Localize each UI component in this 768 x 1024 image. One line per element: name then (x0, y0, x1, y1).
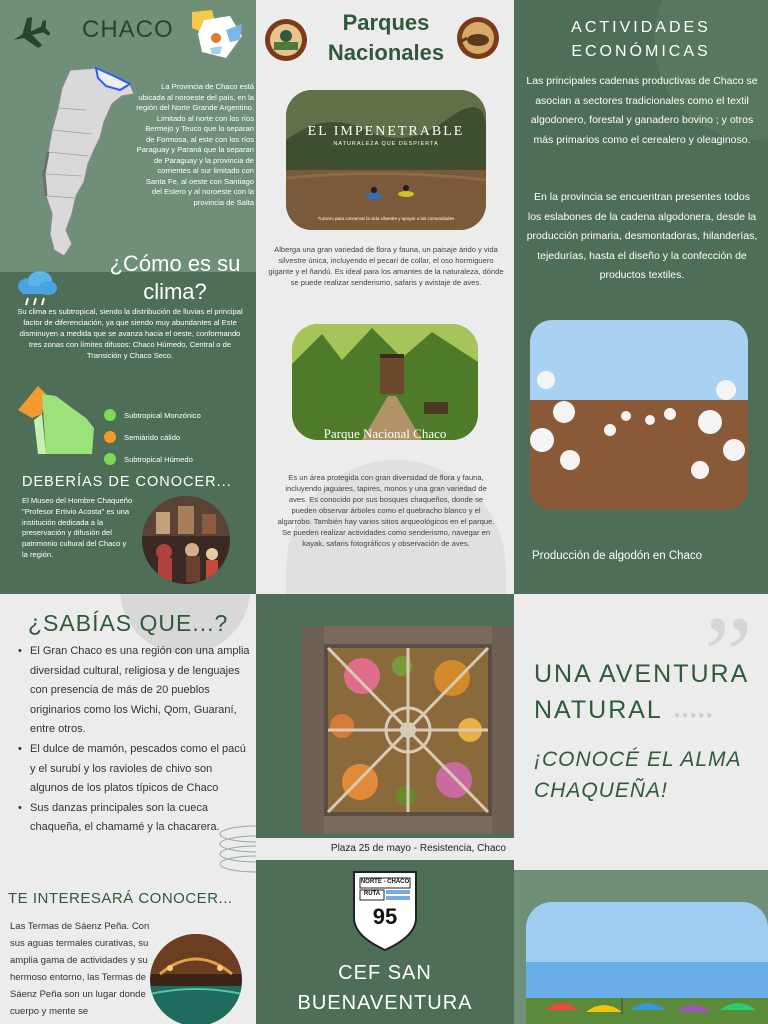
decorative-dots: ●●●●● (674, 710, 715, 721)
route-sign-top-label: NORTE - CHACO (360, 879, 410, 885)
aventura-tagline: ¡CONOCÉ EL ALMA CHAQUEÑA! (534, 748, 741, 802)
impenetrable-description: Alberga una gran variedad de flora y fauna, un paisaje árido y vida silvestre única, incluyendo el pecarí de collar, el oso hormiguero gigante y el ñandú. Es ideal para los amantes de la naturaleza, dónde se puede realizar senderismo, safaris y avistaje de aves. (268, 245, 504, 287)
list-item: • El Gran Chaco es una región con una amplia diversidad cultural, religiosa y de lenguajes con presencia de más de 20 pueblos originarios como los Wichi, Qom, Guaraní, entre otros. (14, 642, 250, 740)
museo-description: El Museo del Hombre Chaqueño "Profesor Ertivio Acosta" es una institución dedicada a la preservación y difusión del patrimonio cultural del Chaco y la región. (22, 496, 133, 559)
airplane-icon (8, 12, 50, 52)
actividades-text-2: En la provincia se encuentran presentes todos los eslabones de la cadena algodonera, desde la producción primaria, desmontadoras, hilanderías, tejedurías, hasta el diseño y la confección de productos textiles. (526, 191, 758, 281)
chaco-panel (0, 0, 256, 594)
climate-zones-map (16, 384, 98, 456)
parque-nacional-photo (292, 324, 478, 440)
deberias-title: DEBERÍAS DE CONOCER... (22, 474, 232, 490)
termas-description: Las Termas de Sáenz Peña. Con sus aguas termales curativas, su amplia gama de actividades y su hermoso entorno, las Termas de Sáenz Peña son un lugar donde cuerpo y mente se (10, 921, 150, 1017)
termas-photo (150, 934, 242, 1024)
impenetrable-subtitle: NATURALEZA QUE DESPIERTA (333, 141, 439, 147)
legend-label: Subtropical Húmedo (124, 454, 193, 464)
aventura-panel (514, 594, 768, 1024)
plaza-panel (256, 594, 514, 1024)
plaza-aerial-photo (302, 626, 514, 834)
climate-legend (104, 404, 254, 470)
chaco-intro-text: La Provincia de Chaco está ubicada al noroeste del país, en la región del Norte Grande Argentino. Limitado al norte con los ríos Bermejo y Teuco que lo separan de Formosa, al este con los ríos Paraguay y Paraná que la separan de Paraguay y la provincia de corrientes al sur limitado con Santa Fe, al oeste con Santiago del Estero y al noroeste con la provincia de Salta (136, 82, 254, 207)
legend-item (104, 448, 254, 470)
route-sign-number: 95 (372, 904, 398, 929)
cef-title: CEF SAN BUENAVENTURA (297, 962, 473, 1014)
parque-nacional-description: Es un área protegida con gran diversidad de flora y fauna, incluyendo jaguares, tapires, monos y una gran variedad de aves. Es conocido por sus bosques chaqueños, donde se pueden observar árboles como el quebracho blanco y el algarrobo. También hay varios sitios arqueológicos en el parque. Se pueden realizar actividades como senderismo, navegar en kayak, safaris fotográficos y observación de aves. (277, 473, 495, 548)
impenetrable-photo (286, 90, 486, 230)
parques-title: Parques Nacionales (327, 10, 445, 65)
sabias-panel (0, 594, 256, 1024)
actividades-title: ACTIVIDADES ECONÓMICAS (571, 19, 711, 60)
legend-dot (104, 453, 116, 465)
beach-photo (526, 902, 768, 1024)
cotton-field-photo (530, 320, 748, 510)
chaco-title: CHACO (82, 16, 174, 43)
plaza-caption: Plaza 25 de mayo - Resistencia, Chaco (256, 838, 514, 860)
legend-item (104, 404, 254, 426)
rain-cloud-icon (14, 268, 60, 308)
aventura-title: UNA AVENTURA NATURAL (534, 660, 748, 724)
parques-panel (256, 0, 514, 594)
legend-dot (104, 409, 116, 421)
legend-label: Semiárido cálido (124, 432, 181, 442)
interesara-title: TE INTERESARÁ CONOCER... (8, 890, 233, 907)
decorative-rings (216, 820, 256, 880)
quote-icon: ” (704, 594, 753, 716)
list-item: • Sus danzas principales son la cueca chaqueña, el chamamé y la chacarera. (14, 799, 250, 838)
sabias-list (14, 642, 250, 838)
anteater-seal-icon (456, 16, 500, 60)
chaco-flag-map-icon (186, 6, 244, 64)
legend-dot (104, 431, 116, 443)
clima-question-title: ¿Cómo es su clima? (109, 251, 241, 304)
sabias-title: ¿SABÍAS QUE...? (28, 610, 229, 636)
actividades-panel (514, 0, 768, 594)
actividades-text-1: Las principales cadenas productivas de Chaco se asocian a sectores tradicionales como el textil algodonero, forestal y ganadero bovino ; y otros más primarios como el cerealero y oleaginoso. (526, 75, 758, 146)
cotton-caption: Producción de algodón en Chaco (532, 550, 703, 562)
legend-item (104, 426, 254, 448)
national-park-seal-icon (264, 18, 308, 62)
impenetrable-title: EL IMPENETRABLE (307, 124, 465, 139)
parque-nacional-label: Parque Nacional Chaco (323, 426, 447, 440)
impenetrable-caption: Turismo para conservar la vida silvestre y apoyar a las comunidades (317, 216, 455, 221)
clima-description: Su clima es subtropical, siendo la distribución de lluvias el principal factor de diferenciación, ya que siendo muy abundantes al Este disminuyen a medida que se avanza hacia el oeste, conformando tres zonas con límites difusos: Chaco Húmedo, Central o de Transición y Chaco Seco. (17, 307, 243, 360)
museo-photo (142, 496, 230, 584)
route-sign (350, 870, 420, 952)
list-item: • El dulce de mamón, pescados como el pacú y el surubí y los ravioles de chivo son algunos de los platos típicos de Chaco (14, 740, 250, 799)
route-sign-label: RUTA (363, 891, 381, 897)
legend-label: Subtropical Monzónico (124, 410, 201, 420)
argentina-map-icon (36, 64, 140, 260)
